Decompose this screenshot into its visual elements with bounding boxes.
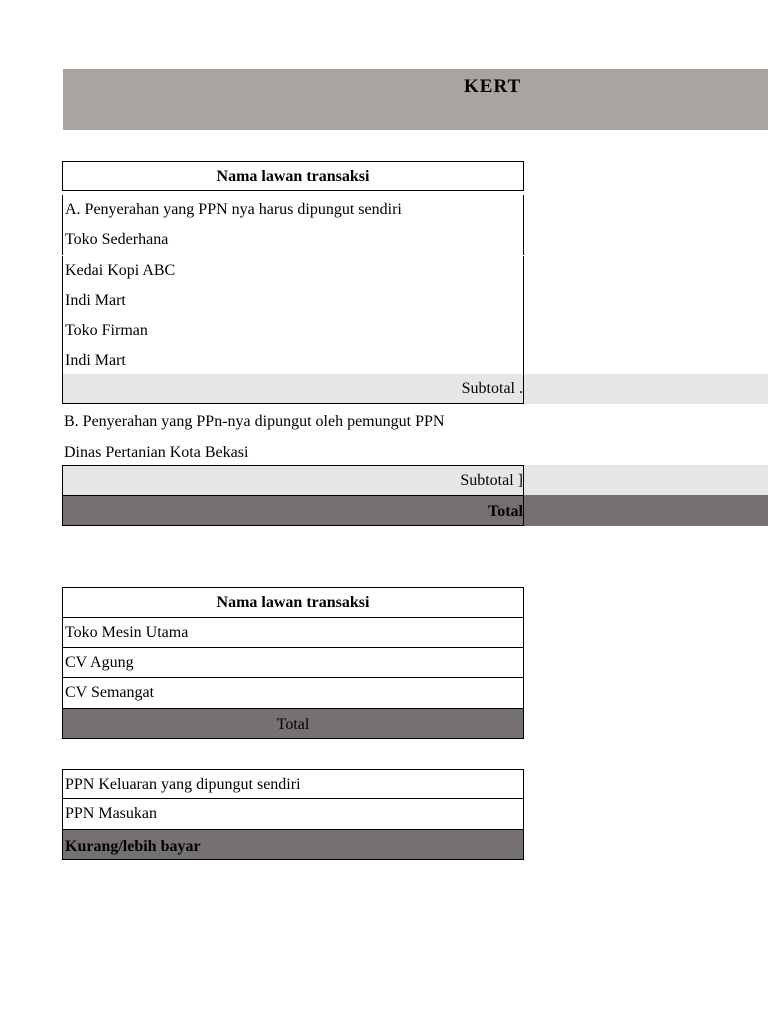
subtotal-a-label: Subtotal .: [62, 374, 524, 404]
subtotal-b-label: Subtotal ]: [62, 465, 524, 495]
sheet-title: KERT: [464, 76, 522, 97]
table-row: PPN Keluaran yang dipungut sendiri: [62, 769, 524, 799]
table-row: Indi Mart: [62, 346, 524, 375]
table-row: Kedai Kopi ABC: [62, 256, 524, 286]
table-header: Nama lawan transaksi: [62, 161, 524, 191]
table-row: CV Semangat: [62, 678, 524, 708]
subtotal-a-band: [524, 374, 768, 404]
total-label: Total: [62, 495, 524, 526]
table-header: Nama lawan transaksi: [62, 587, 524, 618]
total-band: [524, 495, 768, 526]
sheet-title-banner: [63, 69, 768, 130]
table-row: Dinas Pertanian Kota Bekasi: [64, 444, 249, 461]
table-row: Toko Sederhana: [62, 225, 524, 255]
table-row: Indi Mart: [62, 286, 524, 316]
result-label: Kurang/lebih bayar: [62, 829, 524, 860]
table-row: Toko Firman: [62, 316, 524, 346]
table-row: Toko Mesin Utama: [62, 618, 524, 648]
table-row: PPN Masukan: [62, 799, 524, 829]
table-row: CV Agung: [62, 648, 524, 678]
section-a-label: A. Penyerahan yang PPN nya harus dipungut sendiri: [62, 195, 524, 225]
subtotal-b-band: [524, 465, 768, 495]
section-b-label: B. Penyerahan yang PPn-nya dipungut oleh pemungut PPN: [64, 413, 445, 430]
total-label: Total: [62, 708, 524, 739]
